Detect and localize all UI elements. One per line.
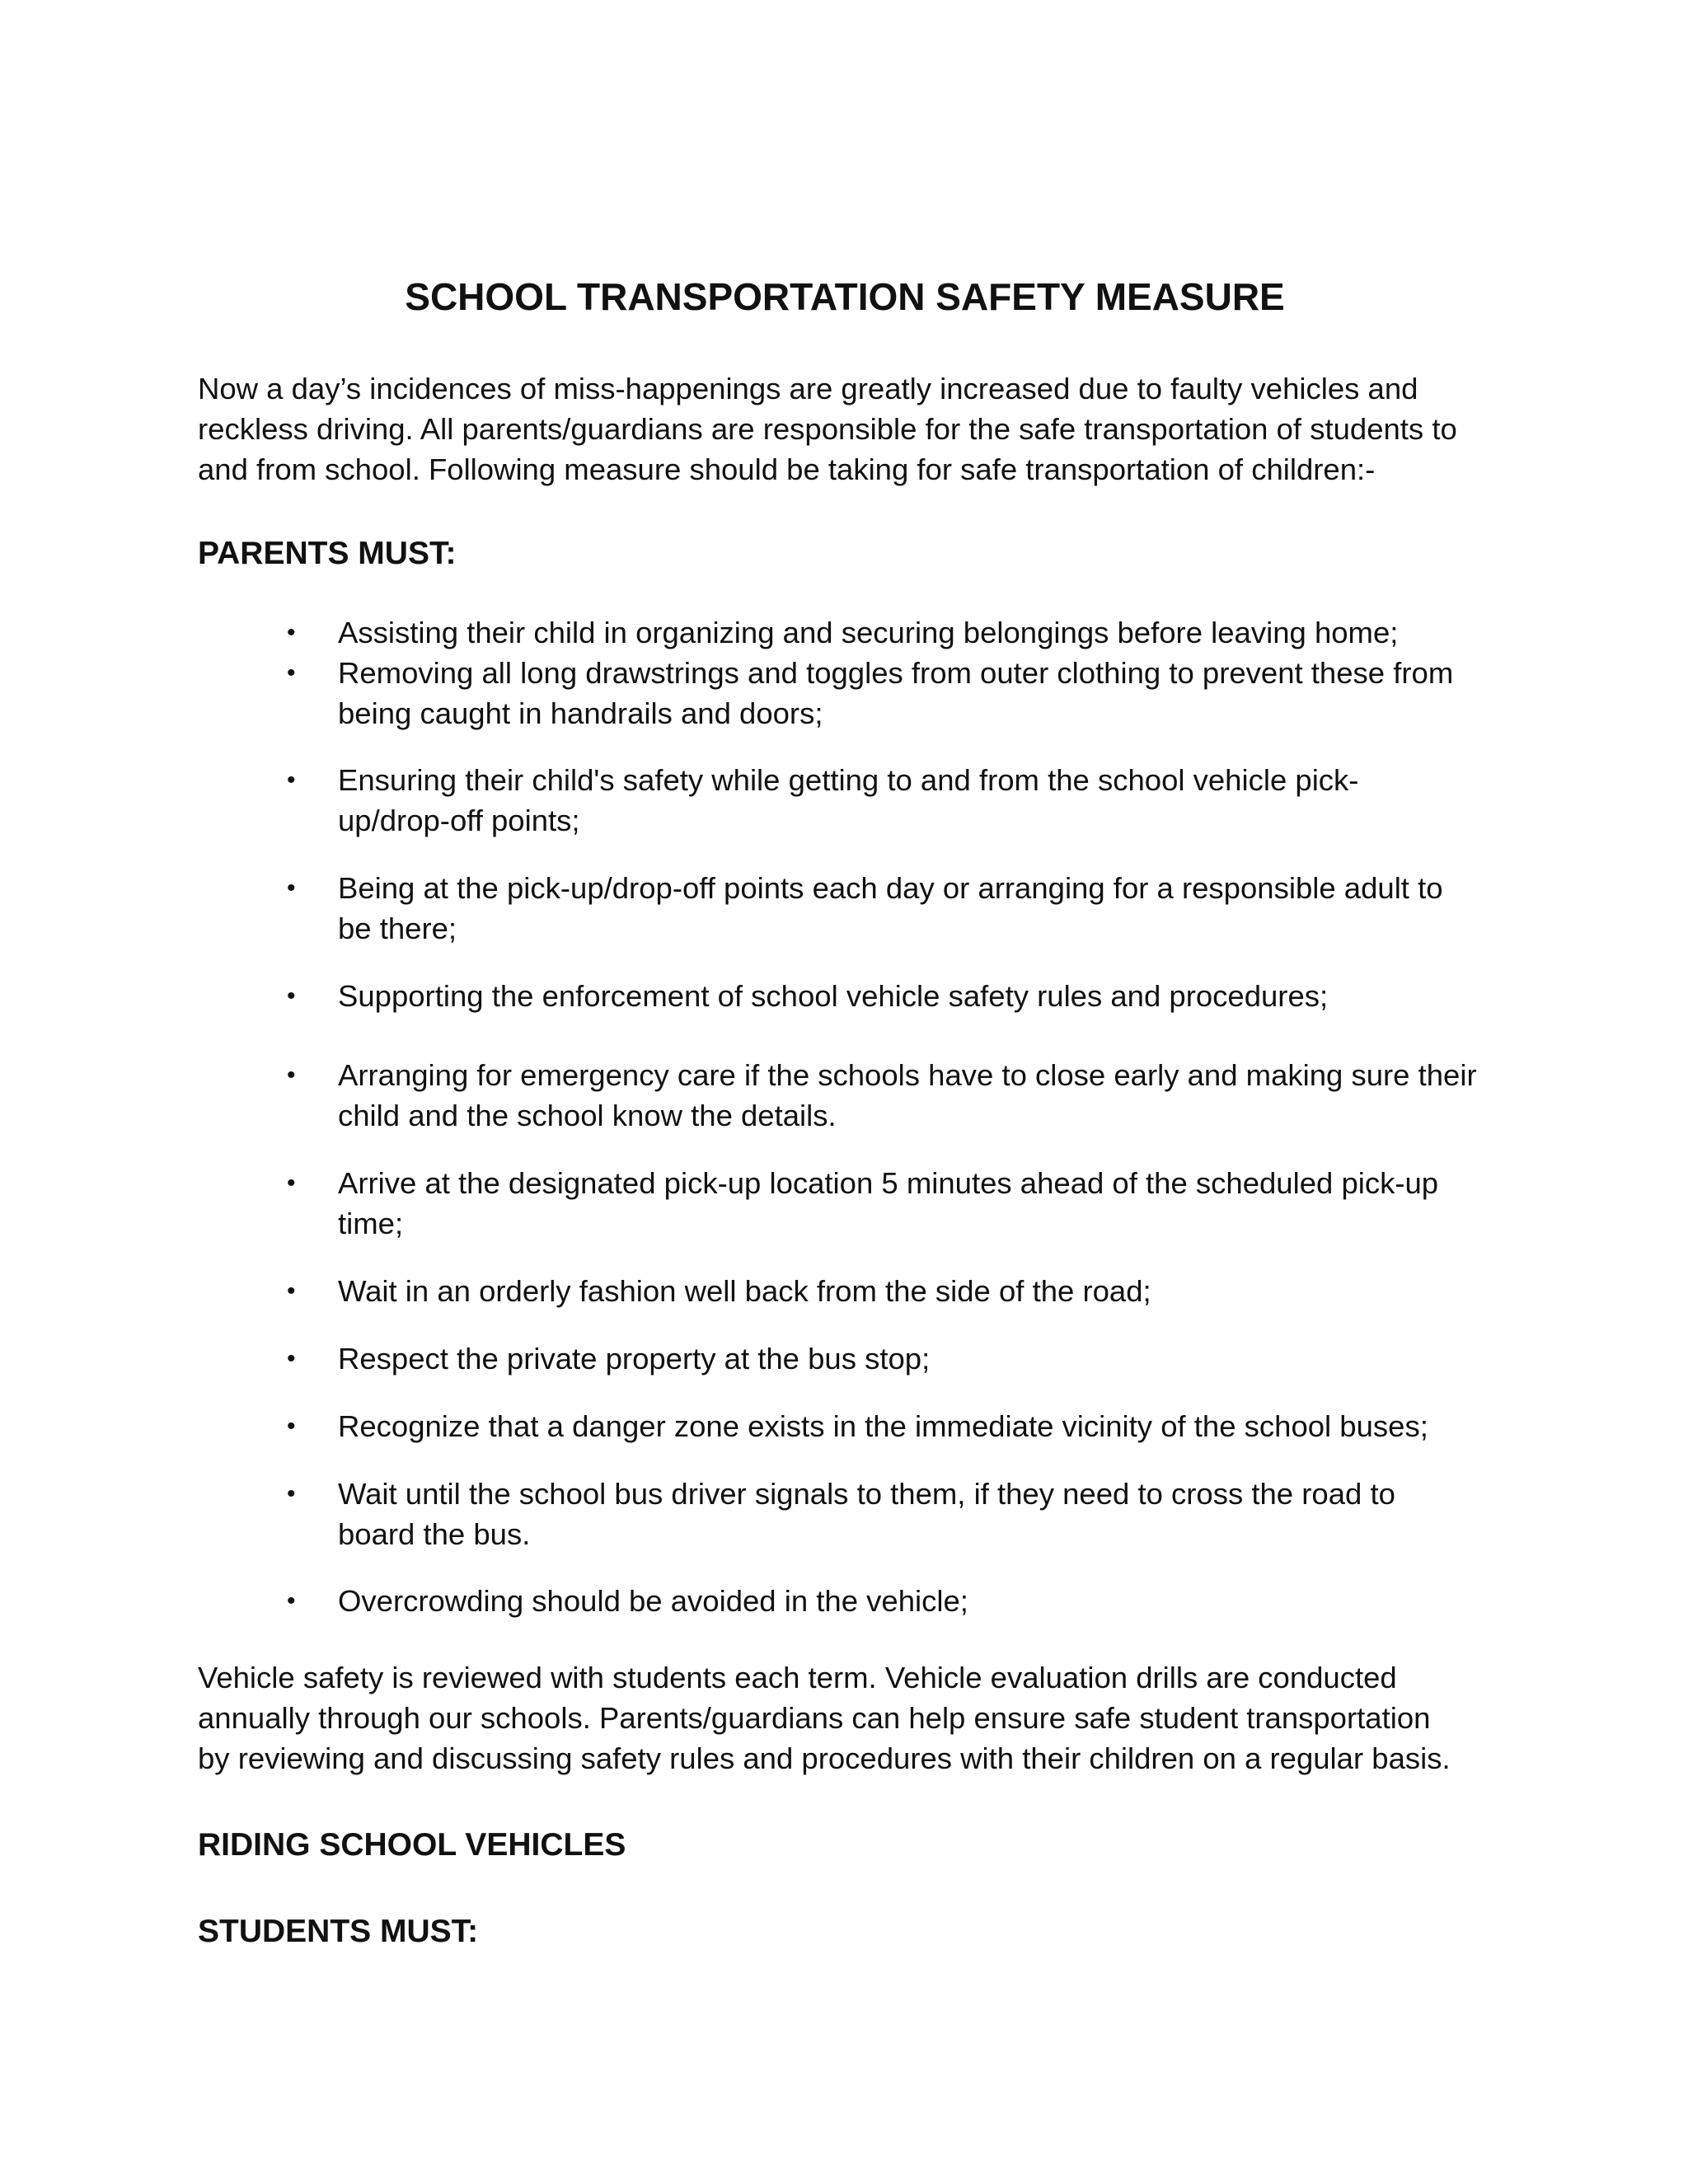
closing-line: by reviewing and discussing safety rules and procedures with their children on a regular basis. (198, 1741, 1451, 1775)
list-item-text (338, 1474, 1508, 1554)
list-item-text (338, 760, 1508, 841)
bullet-icon: • (287, 1062, 296, 1089)
list-item-line: child and the school know the details. (338, 1099, 837, 1132)
list-item-text (338, 612, 1508, 653)
parents-must-heading: PARENTS MUST: (198, 536, 457, 571)
students-must-heading: STUDENTS MUST: (198, 1914, 479, 1949)
list-item-line: Arranging for emergency care if the schools have to close early and making sure their (338, 1058, 1477, 1092)
list-item-text (338, 976, 1508, 1016)
list-item-line: Wait in an orderly fashion well back from the side of the road; (338, 1274, 1151, 1308)
list-item-line: Supporting the enforcement of school vehicle safety rules and procedures; (338, 979, 1329, 1013)
list-item-text (338, 1163, 1508, 1244)
intro-paragraph (198, 368, 1492, 490)
closing-line: annually through our schools. Parents/guardians can help ensure safe student transportation (198, 1701, 1431, 1735)
bullet-icon: • (287, 1587, 296, 1615)
bullet-icon: • (287, 982, 296, 1010)
list-item-line: Wait until the school bus driver signals to them, if they need to cross the road to (338, 1477, 1395, 1511)
bullet-icon: • (287, 1169, 296, 1197)
list-item-text (338, 1581, 1508, 1621)
list-item-text (338, 653, 1508, 733)
list-item-line: being caught in handrails and doors; (338, 696, 823, 730)
bullet-icon: • (287, 1277, 296, 1305)
closing-line: Vehicle safety is reviewed with students each term. Vehicle evaluation drills are conducted (198, 1661, 1397, 1694)
intro-line: reckless driving. All parents/guardians are responsible for the safe transportation of students to (198, 412, 1457, 446)
list-item-text (338, 1055, 1508, 1136)
list-item-text (338, 1271, 1508, 1311)
list-item-line: Removing all long drawstrings and toggles from outer clothing to prevent these from (338, 656, 1454, 690)
document-title: SCHOOL TRANSPORTATION SAFETY MEASURE (405, 275, 1285, 318)
intro-line: Now a day’s incidences of miss-happenings are greatly increased due to faulty vehicles and (198, 372, 1418, 405)
bullet-icon: • (287, 874, 296, 902)
list-item-line: Overcrowding should be avoided in the vehicle; (338, 1584, 968, 1618)
list-item-line: time; (338, 1207, 404, 1240)
bullet-icon: • (287, 619, 296, 646)
list-item-text (338, 868, 1508, 949)
list-item-line: board the bus. (338, 1517, 531, 1551)
intro-line: and from school. Following measure should be taking for safe transportation of children:- (198, 452, 1376, 486)
list-item-line: up/drop-off points; (338, 804, 580, 837)
list-item-line: be there; (338, 912, 457, 945)
bullet-icon: • (287, 1345, 296, 1372)
riding-school-vehicles-heading: RIDING SCHOOL VEHICLES (198, 1827, 626, 1863)
list-item-line: Arrive at the designated pick-up location 5 minutes ahead of the scheduled pick-up (338, 1166, 1439, 1200)
list-item-line: Recognize that a danger zone exists in the immediate vicinity of the school buses; (338, 1409, 1428, 1443)
list-item-line: Being at the pick-up/drop-off points each day or arranging for a responsible adult to (338, 871, 1443, 905)
bullet-icon: • (287, 659, 296, 687)
closing-paragraph (198, 1657, 1492, 1779)
list-item-line: Ensuring their child's safety while getting to and from the school vehicle pick- (338, 763, 1359, 797)
bullet-icon: • (287, 766, 296, 794)
list-item-line: Assisting their child in organizing and securing belongings before leaving home; (338, 616, 1399, 649)
list-item-text (338, 1338, 1508, 1379)
document-page (198, 0, 1492, 2184)
list-item-line: Respect the private property at the bus stop; (338, 1342, 931, 1376)
bullet-icon: • (287, 1413, 296, 1440)
list-item-text (338, 1406, 1508, 1446)
bullet-icon: • (287, 1480, 296, 1507)
